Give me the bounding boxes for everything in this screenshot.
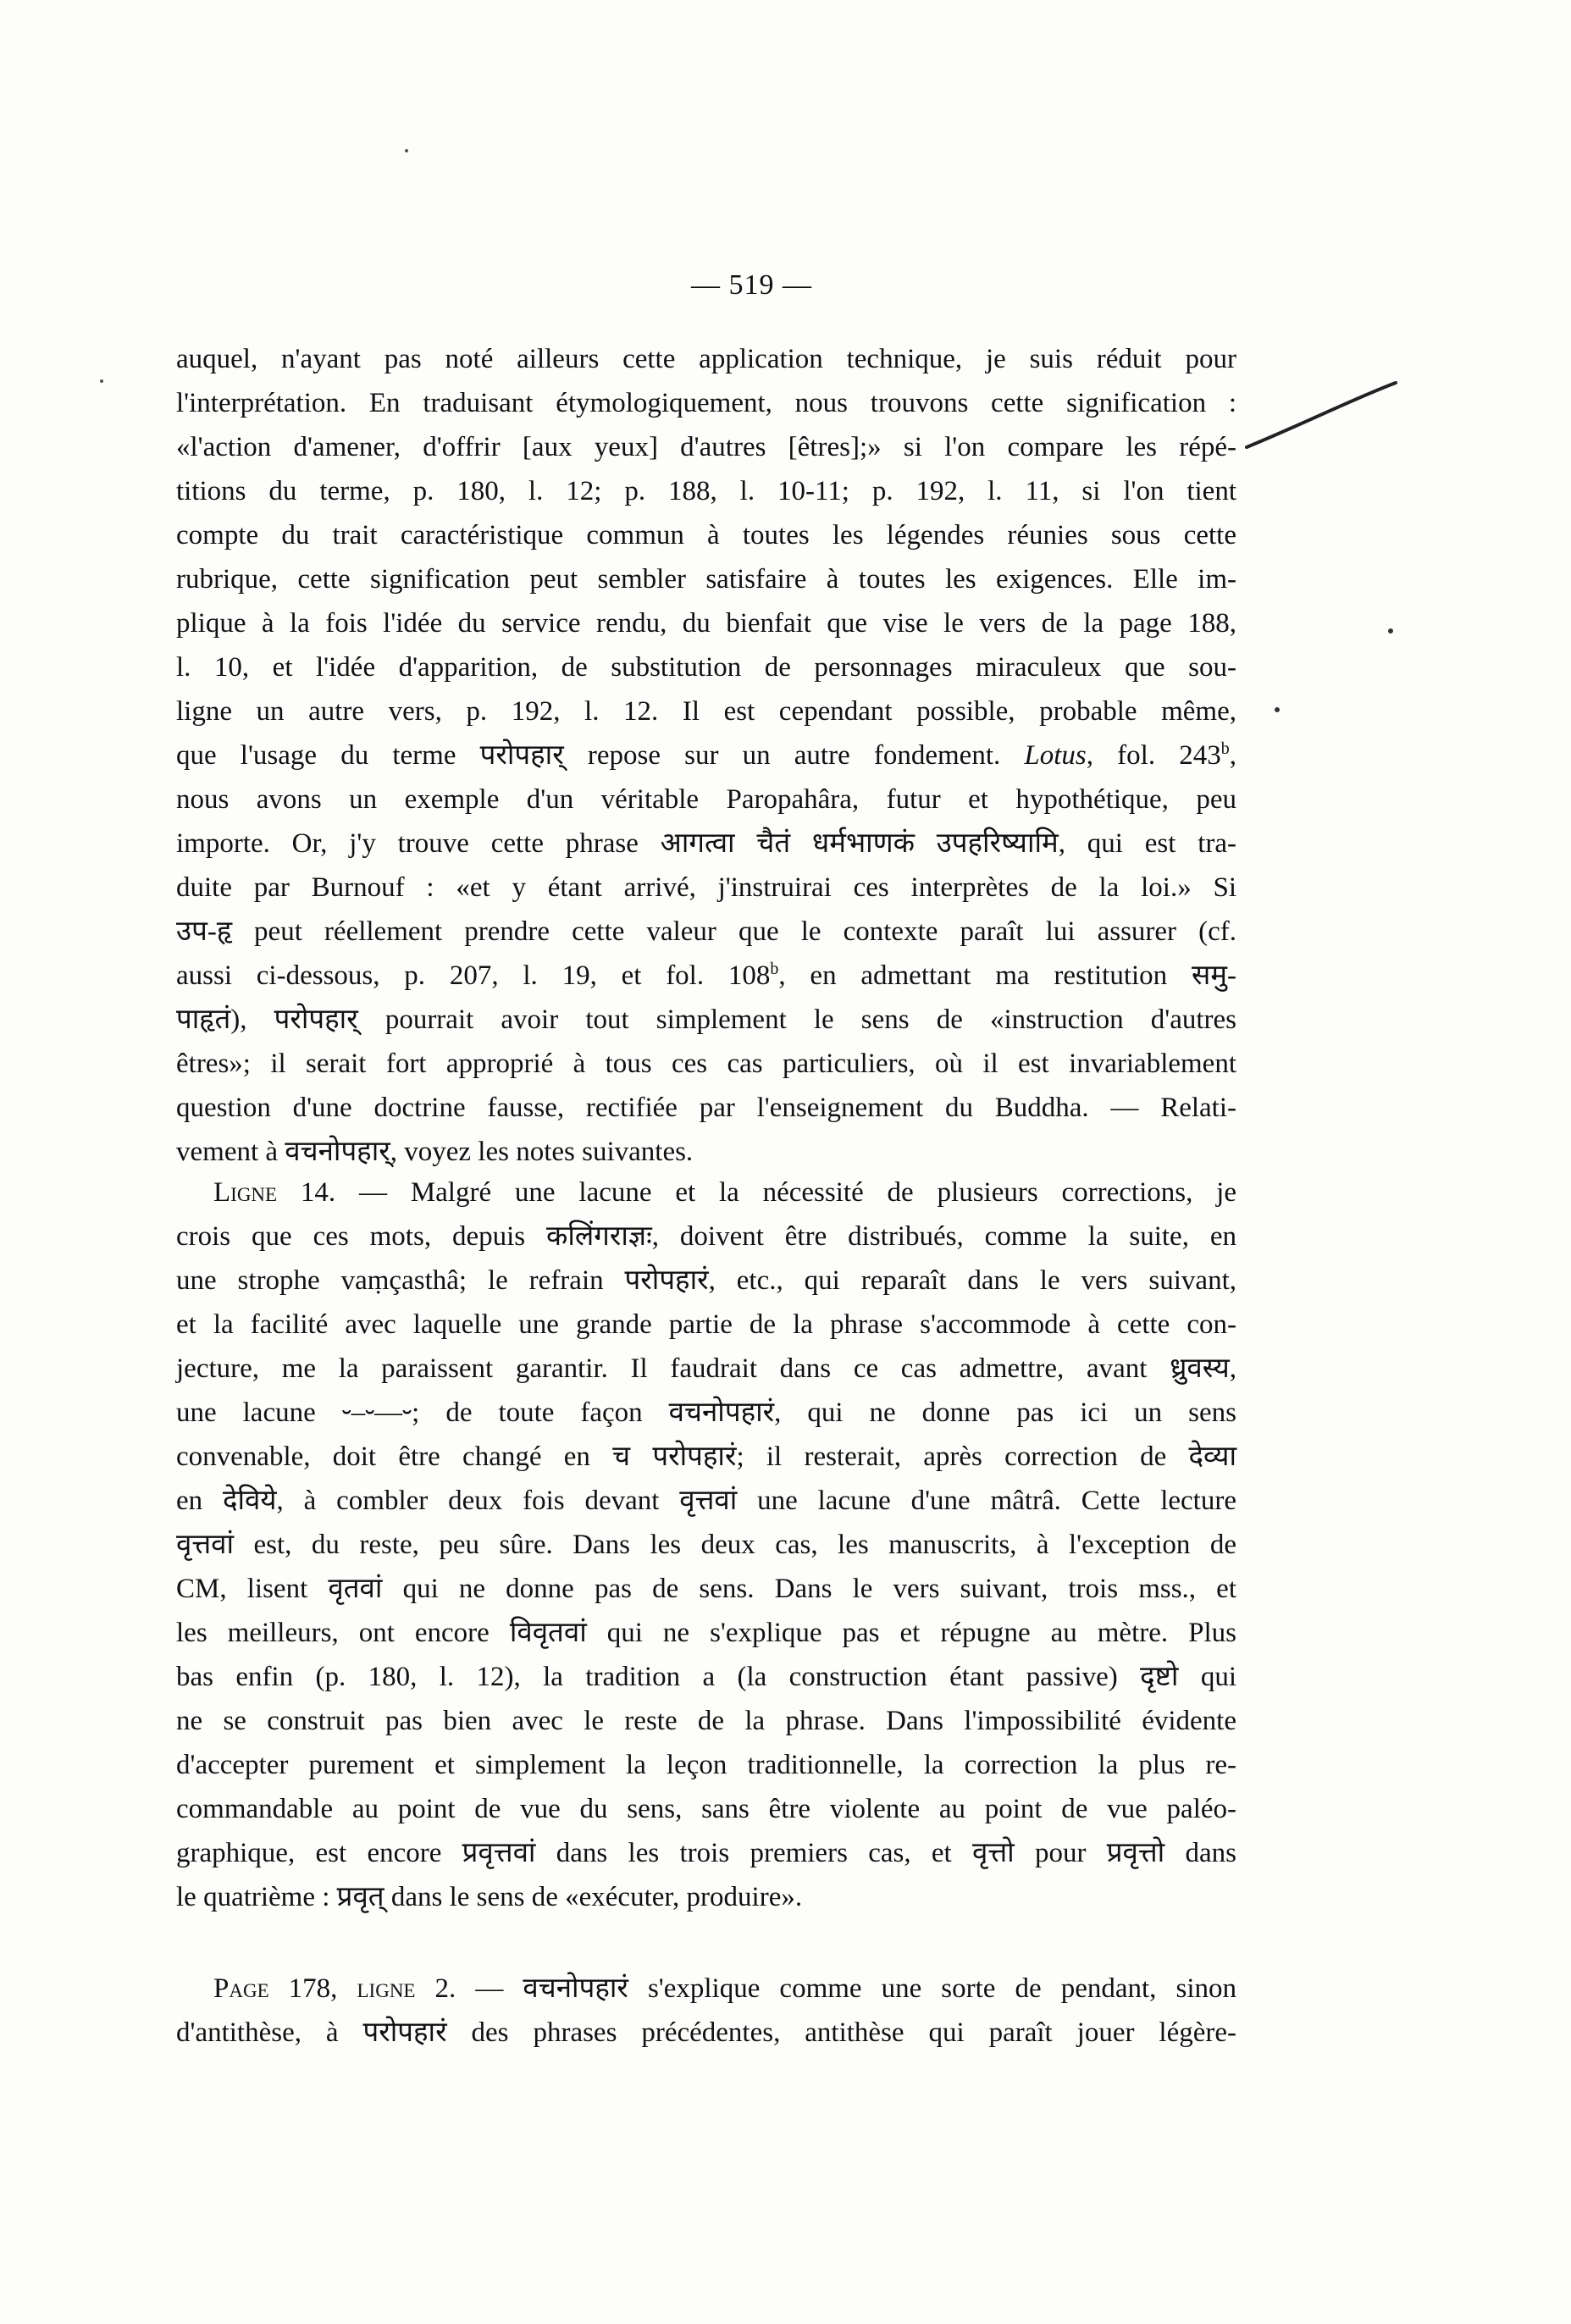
text-line: crois que ces mots, depuis कलिंगराज्ञः, doivent être distribués, comme la suite, en bbox=[176, 1221, 1236, 1252]
italic-text: Lotus bbox=[1024, 740, 1087, 771]
text-segment: 2. — वचनोपहारं s'explique comme une sorte de pendant, sinon bbox=[415, 1973, 1236, 2004]
small-caps-label: Page bbox=[213, 1973, 269, 2004]
text-line: «l'action d'amener, d'offrir [aux yeux] d'autres [êtres];» si l'on compare les répé- bbox=[176, 432, 1236, 462]
small-caps-label: ligne bbox=[357, 1973, 416, 2004]
text-line: auquel, n'ayant pas noté ailleurs cette application technique, je suis réduit pour bbox=[176, 344, 1236, 374]
text-line: et la facilité avec laquelle une grande partie de la phrase s'accommode à cette con- bbox=[176, 1309, 1236, 1340]
text-line: वृत्तवां est, du reste, peu sûre. Dans les deux cas, les manuscrits, à l'exception de bbox=[176, 1530, 1236, 1560]
text-line: une lacune ⏑–⏑––⏑; de toute façon वचनोपहारं, qui ne donne pas ici un sens bbox=[176, 1397, 1236, 1428]
text-line: compte du trait caractéristique commun à toutes les légendes réunies sous cette bbox=[176, 520, 1236, 551]
text-segment: que l'usage du terme परोपहार् repose sur un autre fondement. bbox=[176, 740, 1025, 771]
text-line: CM, lisent वृतवां qui ne donne pas de sens. Dans le vers suivant, trois mss., et bbox=[176, 1574, 1236, 1604]
text-line: l'interprétation. En traduisant étymologiquement, nous trouvons cette signification : bbox=[176, 388, 1236, 418]
text-segment: aussi ci-dessous, p. 207, l. 19, et fol. 108 bbox=[176, 960, 771, 991]
text-line: उप-हृ peut réellement prendre cette valeur que le contexte paraît lui assurer (cf. bbox=[176, 916, 1236, 947]
text-line: les meilleurs, ont encore विवृतवां qui ne s'explique pas et répugne au mètre. Plus bbox=[176, 1618, 1236, 1648]
text-line: vement à वचनोपहार्, voyez les notes suivantes. bbox=[176, 1137, 694, 1167]
text-segment: , fol. 243 bbox=[1086, 740, 1221, 771]
text-line: question d'une doctrine fausse, rectifiée par l'enseignement du Buddha. — Relati- bbox=[176, 1093, 1236, 1123]
text-segment: , bbox=[1229, 740, 1236, 771]
text-line: graphique, est encore प्रवृत्तवां dans les trois premiers cas, et वृत्तो pour प्रवृत्तो dans bbox=[176, 1838, 1236, 1868]
text-line: d'antithèse, à परोपहारं des phrases précédentes, antithèse qui paraît jouer légère- bbox=[176, 2017, 1236, 2048]
text-line: d'accepter purement et simplement la leçon traditionnelle, la correction la plus re- bbox=[176, 1750, 1236, 1780]
text-line: une strophe vaṃçasthâ; le refrain परोपहारं, etc., qui reparaît dans le vers suivant, bbox=[176, 1265, 1236, 1296]
text-segment: , en admettant ma restitution समु- bbox=[778, 960, 1236, 991]
superscript: b bbox=[770, 960, 779, 978]
text-line: l. 10, et l'idée d'apparition, de substitution de personnages miraculeux que sou- bbox=[176, 652, 1236, 683]
text-line: bas enfin (p. 180, l. 12), la tradition a (la construction étant passive) दृष्टो qui bbox=[176, 1662, 1236, 1692]
text-segment: 178, bbox=[268, 1973, 357, 2004]
text-line: importe. Or, j'y trouve cette phrase आगत्वा चैतं धर्मभाणकं उपहरिष्यामि, qui est tra- bbox=[176, 828, 1236, 859]
text-line: titions du terme, p. 180, l. 12; p. 188, l. 10-11; p. 192, l. 11, si l'on tient bbox=[176, 476, 1236, 506]
text-segment: 14. — Malgré une lacune et la nécessité de plusieurs corrections, je bbox=[277, 1177, 1236, 1208]
text-line: पाहृतं), परोपहार् pourrait avoir tout simplement le sens de «instruction d'autres bbox=[176, 1004, 1236, 1035]
text-line: ligne un autre vers, p. 192, l. 12. Il est cependant possible, probable même, bbox=[176, 696, 1236, 727]
text-line: rubrique, cette signification peut sembler satisfaire à toutes les exigences. Elle im- bbox=[176, 564, 1236, 595]
text-line: êtres»; il serait fort approprié à tous ces cas particuliers, où il est invariablement bbox=[176, 1049, 1236, 1079]
text-line: ne se construit pas bien avec le reste de la phrase. Dans l'impossibilité évidente bbox=[176, 1706, 1236, 1736]
text-line: jecture, me la paraissent garantir. Il faudrait dans ce cas admettre, avant ध्रुवस्य, bbox=[176, 1353, 1236, 1384]
small-caps-label: Ligne bbox=[213, 1177, 278, 1208]
text-line: commandable au point de vue du sens, sans être violente au point de vue paléo- bbox=[176, 1794, 1236, 1824]
superscript: b bbox=[1220, 739, 1230, 758]
text-line: convenable, doit être changé en च परोपहारं; il resterait, après correction de देव्या bbox=[176, 1441, 1236, 1472]
text-line: nous avons un exemple d'un véritable Paropahâra, futur et hypothétique, peu bbox=[176, 784, 1236, 815]
text-line: plique à la fois l'idée du service rendu, du bienfait que vise le vers de la page 188, bbox=[176, 608, 1236, 639]
text-line: duite par Burnouf : «et y étant arrivé, j'instruirai ces interprètes de la loi.» Si bbox=[176, 872, 1236, 903]
text-line: le quatrième : प्रवृत् dans le sens de «exécuter, produire». bbox=[176, 1882, 803, 1912]
text-line: en देविये, à combler deux fois devant वृत्तवां une lacune d'une mâtrâ. Cette lecture bbox=[176, 1486, 1236, 1516]
page-number: — 519 — bbox=[691, 269, 812, 301]
